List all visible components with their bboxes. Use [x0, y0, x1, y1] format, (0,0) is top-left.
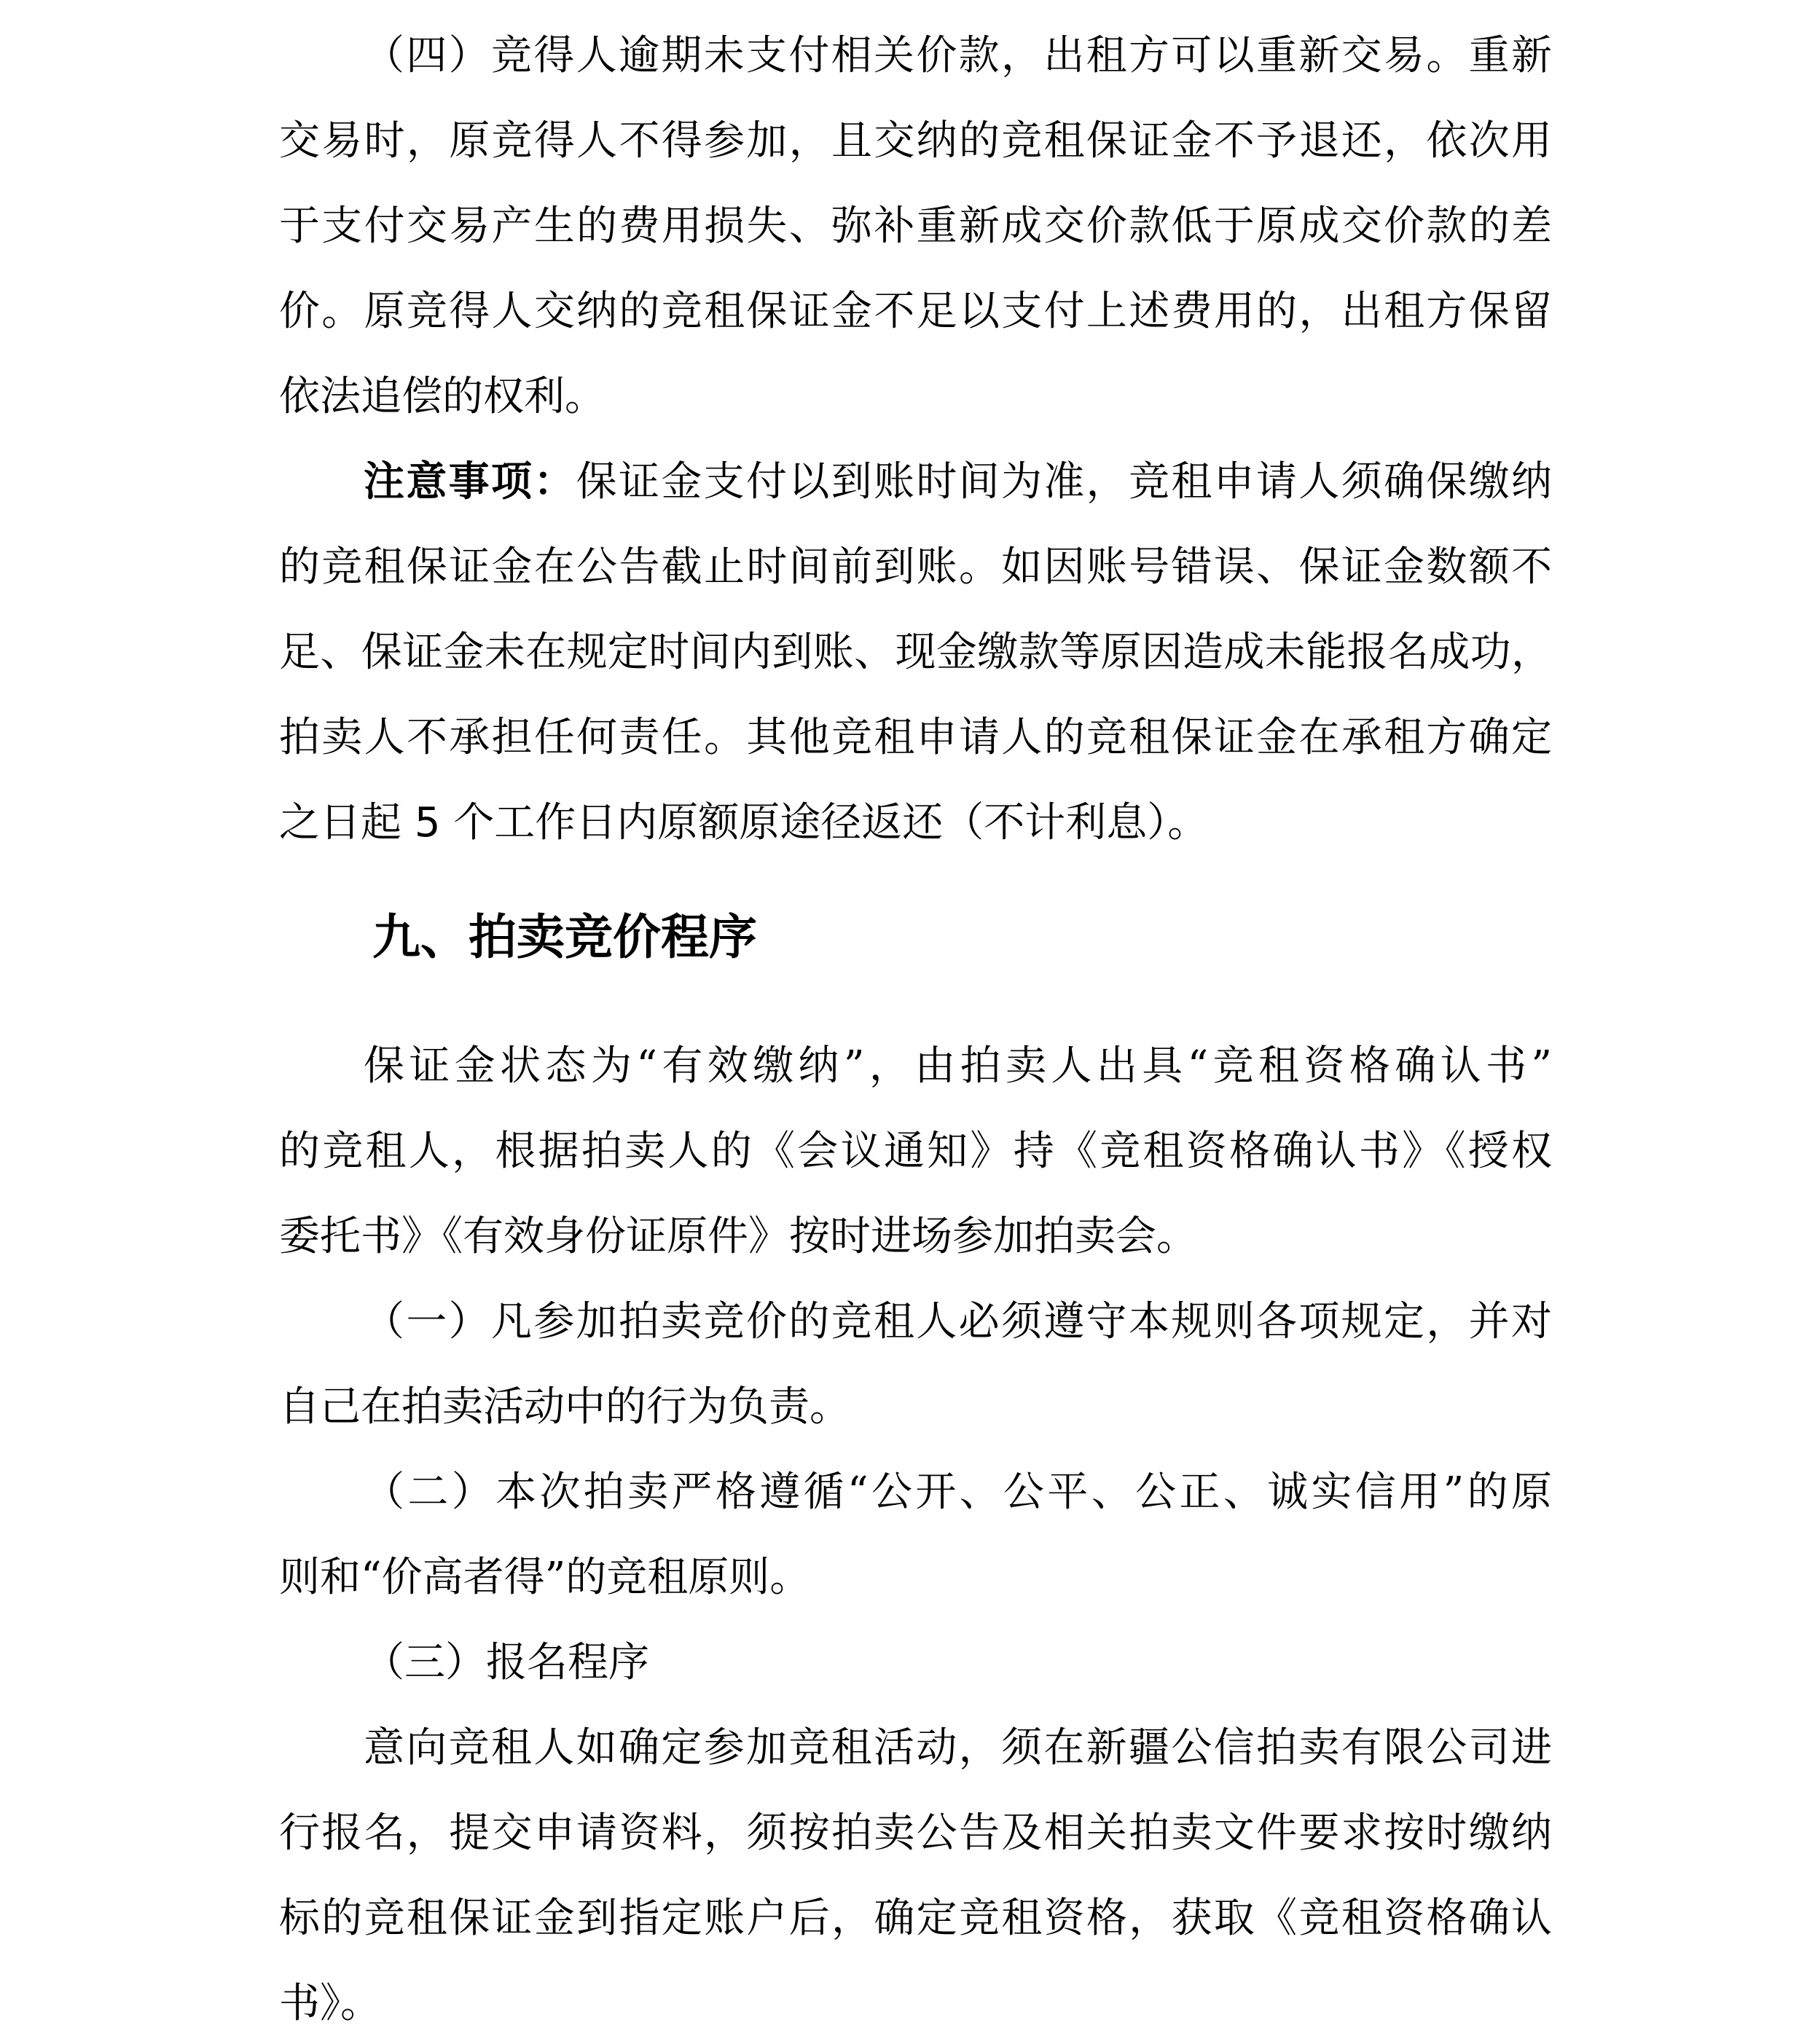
text-line: 委托书》《有效身份证原件》按时进场参加拍卖会。 — [279, 1213, 1197, 1260]
text-line: 行报名，提交申请资料，须按拍卖公告及相关拍卖文件要求按时缴纳 — [279, 1809, 1552, 1857]
text-line: 足、保证金未在规定时间内到账、现金缴款等原因造成未能报名成功， — [279, 629, 1552, 676]
text-line: 书》。 — [279, 1980, 381, 2027]
paragraph-notes — [279, 439, 1552, 865]
text-line: 则和“价高者得”的竞租原则。 — [279, 1554, 811, 1601]
text-line — [279, 439, 1552, 524]
text-line: 自己在拍卖活动中的行为负责。 — [279, 1383, 850, 1431]
section-heading-auction-bidding-procedure: 九、拍卖竞价程序 — [372, 909, 757, 965]
document-content — [279, 13, 1552, 2044]
text-line: （三）报名程序 — [364, 1639, 649, 1686]
text-line: 价。原竞得人交纳的竞租保证金不足以支付上述费用的，出租方保留 — [279, 288, 1552, 335]
paragraph-qualification — [279, 1023, 1552, 1279]
text-line: （二）本次拍卖严格遵循“公开、公平、公正、诚实信用”的原 — [364, 1469, 1552, 1516]
text-line: 依法追偿的权利。 — [279, 373, 605, 420]
paragraph-rule-2 — [279, 1450, 1552, 1620]
text-line: 保证金状态为“有效缴纳”，由拍卖人出具“竞租资格确认书” — [364, 1042, 1552, 1090]
notes-last-before: 之日起 — [279, 799, 415, 846]
text-line: 交易时，原竞得人不得参加，且交纳的竞租保证金不予退还，依次用 — [279, 117, 1552, 165]
notes-last-after: 个工作日内原额原途径返还（不计利息）。 — [440, 799, 1209, 846]
text-line: 的竞租人，根据拍卖人的《会议通知》持《竞租资格确认书》《授权 — [279, 1128, 1552, 1175]
text-line: 拍卖人不承担任何责任。其他竞租申请人的竞租保证金在承租方确定 — [279, 714, 1552, 761]
text-line: （四）竞得人逾期未支付相关价款，出租方可以重新交易。重新 — [364, 32, 1552, 79]
paragraph-item-4-overdue-payment — [279, 13, 1552, 439]
paragraph-rule-1 — [279, 1279, 1552, 1450]
text-line — [279, 780, 1552, 865]
text-line: 于支付交易产生的费用损失、弥补重新成交价款低于原成交价款的差 — [279, 203, 1552, 250]
text-line: 意向竞租人如确定参加竞租活动，须在新疆公信拍卖有限公司进 — [364, 1724, 1552, 1772]
paragraph-rule-3-registration-procedure — [279, 1620, 1552, 1705]
text-line: 标的竞租保证金到指定账户后，确定竞租资格，获取《竞租资格确认 — [279, 1895, 1552, 1942]
text-line: 的竞租保证金在公告截止时间前到账。如因账号错误、保证金数额不 — [279, 543, 1552, 591]
notes-line1-text: 保证金支付以到账时间为准，竞租申请人须确保缴纳 — [576, 458, 1553, 506]
notes-label: 注意事项： — [364, 458, 576, 506]
text-line: （一）凡参加拍卖竞价的竞租人必须遵守本规则各项规定，并对 — [364, 1298, 1552, 1345]
paragraph-registration-detail — [279, 1705, 1552, 2044]
working-days-number: 5 — [414, 799, 441, 846]
